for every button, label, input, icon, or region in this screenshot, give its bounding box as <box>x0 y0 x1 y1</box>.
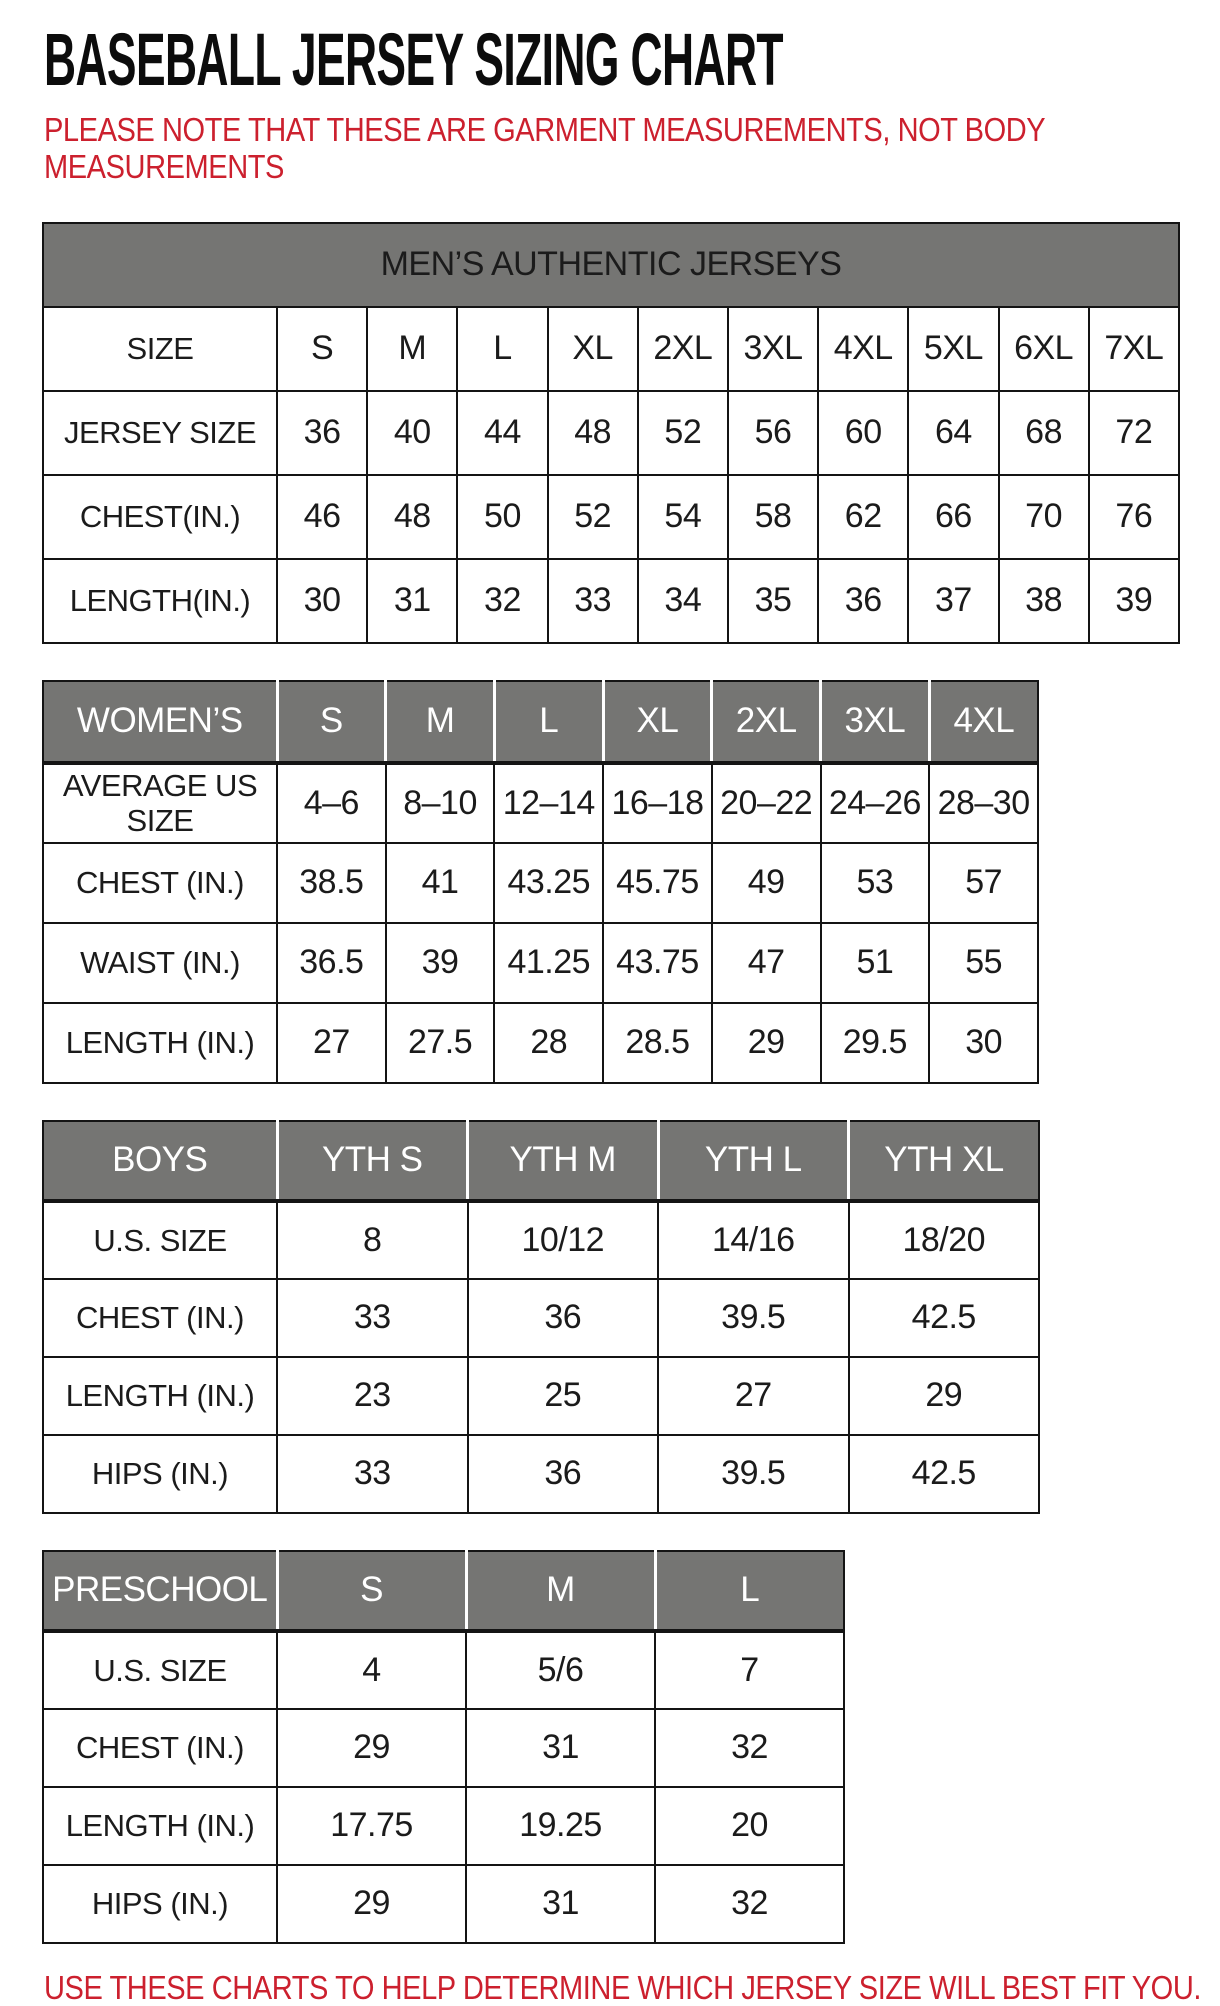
table-row <box>43 1709 844 1787</box>
table-row <box>43 391 1179 475</box>
value-cell: 39 <box>386 923 495 1003</box>
value-cell: 31 <box>466 1709 655 1787</box>
value-cell: 36.5 <box>277 923 386 1003</box>
size-header-cell: L <box>655 1551 844 1631</box>
value-cell: 50 <box>457 475 547 559</box>
table-row <box>43 843 1038 923</box>
value-cell: 44 <box>457 391 547 475</box>
value-cell: 54 <box>638 475 728 559</box>
size-header-cell: YTH XL <box>849 1121 1040 1201</box>
value-cell: 39 <box>1089 559 1179 643</box>
value-cell: 5XL <box>908 307 998 391</box>
value-cell: 57 <box>929 843 1038 923</box>
value-cell: 51 <box>821 923 930 1003</box>
table-row <box>43 307 1179 391</box>
value-cell: 30 <box>277 559 367 643</box>
size-header-cell: 2XL <box>712 681 821 763</box>
value-cell: 18/20 <box>849 1201 1040 1279</box>
size-header-cell: S <box>277 681 386 763</box>
table-row <box>43 1865 844 1943</box>
value-cell: 36 <box>468 1435 659 1513</box>
size-header-cell: YTH S <box>277 1121 468 1201</box>
value-cell: XL <box>548 307 638 391</box>
footer-note: USE THESE CHARTS TO HELP DETERMINE WHICH JERSEY SIZE WILL BEST FIT YOU. <box>44 1968 1201 2006</box>
table-banner: MEN’S AUTHENTIC JERSEYS <box>43 223 1179 307</box>
page-title: BASEBALL JERSEY SIZING CHART <box>44 18 783 101</box>
value-cell: 29.5 <box>821 1003 930 1083</box>
value-cell: 53 <box>821 843 930 923</box>
table-header-label: PRESCHOOL <box>43 1551 277 1631</box>
size-header-cell: 3XL <box>821 681 930 763</box>
row-label: HIPS (IN.) <box>43 1435 277 1513</box>
size-header-cell: YTH L <box>658 1121 849 1201</box>
value-cell: 36 <box>818 559 908 643</box>
garment-measurements-note <box>44 112 1079 186</box>
value-cell: 20–22 <box>712 763 821 843</box>
value-cell: 66 <box>908 475 998 559</box>
row-label: CHEST (IN.) <box>43 843 277 923</box>
value-cell: S <box>277 307 367 391</box>
size-header-cell: M <box>386 681 495 763</box>
value-cell: 28–30 <box>929 763 1038 843</box>
preschool-jerseys-table <box>42 1550 845 1944</box>
value-cell: 6XL <box>999 307 1089 391</box>
value-cell: 62 <box>818 475 908 559</box>
table-row <box>43 1787 844 1865</box>
value-cell: 42.5 <box>849 1279 1040 1357</box>
value-cell: 33 <box>548 559 638 643</box>
value-cell: 10/12 <box>468 1201 659 1279</box>
value-cell: 25 <box>468 1357 659 1435</box>
value-cell: 14/16 <box>658 1201 849 1279</box>
value-cell: 52 <box>638 391 728 475</box>
table-header-row <box>43 1551 844 1631</box>
value-cell: 23 <box>277 1357 468 1435</box>
value-cell: 37 <box>908 559 998 643</box>
size-header-cell: XL <box>603 681 712 763</box>
sizing-chart-page <box>0 18 1220 2006</box>
size-header-cell: M <box>466 1551 655 1631</box>
value-cell: 12–14 <box>494 763 603 843</box>
value-cell: 17.75 <box>277 1787 466 1865</box>
table-row <box>43 559 1179 643</box>
table-row <box>43 1003 1038 1083</box>
size-header-cell: S <box>277 1551 466 1631</box>
table-row <box>43 1279 1039 1357</box>
value-cell: 38 <box>999 559 1089 643</box>
value-cell: 68 <box>999 391 1089 475</box>
table-header-row <box>43 681 1038 763</box>
value-cell: 56 <box>728 391 818 475</box>
value-cell: 27 <box>277 1003 386 1083</box>
value-cell: 28.5 <box>603 1003 712 1083</box>
value-cell: 36 <box>277 391 367 475</box>
value-cell: 33 <box>277 1279 468 1357</box>
value-cell: 27.5 <box>386 1003 495 1083</box>
value-cell: 20 <box>655 1787 844 1865</box>
value-cell: 47 <box>712 923 821 1003</box>
table-row <box>43 475 1179 559</box>
value-cell: 30 <box>929 1003 1038 1083</box>
value-cell: 49 <box>712 843 821 923</box>
table-row <box>43 923 1038 1003</box>
value-cell: 4XL <box>818 307 908 391</box>
value-cell: 55 <box>929 923 1038 1003</box>
value-cell: 7XL <box>1089 307 1179 391</box>
value-cell: 4–6 <box>277 763 386 843</box>
value-cell: 8–10 <box>386 763 495 843</box>
row-label: WAIST (IN.) <box>43 923 277 1003</box>
value-cell: 31 <box>367 559 457 643</box>
value-cell: 29 <box>277 1865 466 1943</box>
mens-authentic-jerseys-table <box>42 222 1180 644</box>
row-label: LENGTH(IN.) <box>43 559 277 643</box>
row-label: U.S. SIZE <box>43 1201 277 1279</box>
value-cell: 29 <box>277 1709 466 1787</box>
value-cell: 31 <box>466 1865 655 1943</box>
row-label: LENGTH (IN.) <box>43 1003 277 1083</box>
value-cell: 41 <box>386 843 495 923</box>
row-label: JERSEY SIZE <box>43 391 277 475</box>
value-cell: 48 <box>548 391 638 475</box>
garment-note-line-1: PLEASE NOTE THAT THESE ARE GARMENT MEASUREMENTS, NOT BODY <box>44 111 1046 149</box>
value-cell: 39.5 <box>658 1279 849 1357</box>
value-cell: 32 <box>655 1865 844 1943</box>
row-label: LENGTH (IN.) <box>43 1787 277 1865</box>
value-cell: 35 <box>728 559 818 643</box>
value-cell: 32 <box>457 559 547 643</box>
womens-jerseys-table <box>42 680 1039 1084</box>
value-cell: 19.25 <box>466 1787 655 1865</box>
garment-note-line-2: MEASUREMENTS <box>44 148 284 186</box>
value-cell: M <box>367 307 457 391</box>
value-cell: 48 <box>367 475 457 559</box>
table-header-label: BOYS <box>43 1121 277 1201</box>
value-cell: 2XL <box>638 307 728 391</box>
value-cell: 76 <box>1089 475 1179 559</box>
value-cell: 28 <box>494 1003 603 1083</box>
value-cell: 58 <box>728 475 818 559</box>
value-cell: 70 <box>999 475 1089 559</box>
value-cell: 64 <box>908 391 998 475</box>
value-cell: 42.5 <box>849 1435 1040 1513</box>
value-cell: 60 <box>818 391 908 475</box>
table-row <box>43 1201 1039 1279</box>
value-cell: 40 <box>367 391 457 475</box>
row-label: U.S. SIZE <box>43 1631 277 1709</box>
table-header-row <box>43 1121 1039 1201</box>
row-label: CHEST (IN.) <box>43 1279 277 1357</box>
value-cell: 36 <box>468 1279 659 1357</box>
table-row <box>43 1631 844 1709</box>
table-banner-row <box>43 223 1179 307</box>
value-cell: 34 <box>638 559 728 643</box>
value-cell: 16–18 <box>603 763 712 843</box>
value-cell: 43.75 <box>603 923 712 1003</box>
size-header-cell: 4XL <box>929 681 1038 763</box>
boys-jerseys-table <box>42 1120 1040 1514</box>
row-label: CHEST (IN.) <box>43 1709 277 1787</box>
value-cell: 72 <box>1089 391 1179 475</box>
table-row <box>43 763 1038 843</box>
value-cell: 41.25 <box>494 923 603 1003</box>
value-cell: 3XL <box>728 307 818 391</box>
value-cell: 33 <box>277 1435 468 1513</box>
value-cell: 39.5 <box>658 1435 849 1513</box>
value-cell: 52 <box>548 475 638 559</box>
table-header-label: WOMEN’S <box>43 681 277 763</box>
value-cell: 46 <box>277 475 367 559</box>
row-label: AVERAGE US SIZE <box>43 763 277 843</box>
value-cell: 29 <box>849 1357 1040 1435</box>
value-cell: 29 <box>712 1003 821 1083</box>
row-label: LENGTH (IN.) <box>43 1357 277 1435</box>
table-row <box>43 1357 1039 1435</box>
size-header-cell: L <box>494 681 603 763</box>
value-cell: 8 <box>277 1201 468 1279</box>
value-cell: 38.5 <box>277 843 386 923</box>
table-row <box>43 1435 1039 1513</box>
row-label: HIPS (IN.) <box>43 1865 277 1943</box>
value-cell: 7 <box>655 1631 844 1709</box>
value-cell: 24–26 <box>821 763 930 843</box>
value-cell: 43.25 <box>494 843 603 923</box>
value-cell: 5/6 <box>466 1631 655 1709</box>
row-label: SIZE <box>43 307 277 391</box>
value-cell: 32 <box>655 1709 844 1787</box>
value-cell: 4 <box>277 1631 466 1709</box>
value-cell: L <box>457 307 547 391</box>
value-cell: 27 <box>658 1357 849 1435</box>
size-header-cell: YTH M <box>468 1121 659 1201</box>
row-label: CHEST(IN.) <box>43 475 277 559</box>
value-cell: 45.75 <box>603 843 712 923</box>
